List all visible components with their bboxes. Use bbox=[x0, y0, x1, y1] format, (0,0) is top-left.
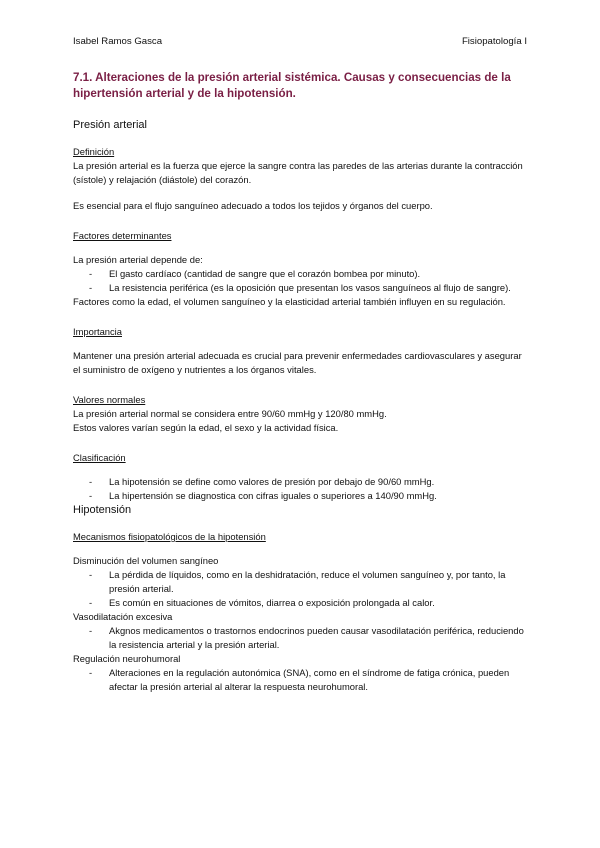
heading-clasificacion: Clasificación bbox=[73, 452, 126, 463]
list-item: - La pérdida de líquidos, como en la deshidratación, reduce el volumen sanguíneo y, por tanto, la presión arterial. bbox=[73, 568, 528, 596]
factores-paragraph: Factores como la edad, el volumen sanguíneo y la elasticidad arterial también influyen en su regulación. bbox=[73, 296, 506, 307]
document-body bbox=[73, 70, 528, 694]
list-item: - Alteraciones en la regulación autonómica (SNA), como en el síndrome de fatiga crónica, pueden afectar la presión arterial al alterar la respuesta neurohumoral. bbox=[73, 666, 528, 694]
list-item: - Es común en situaciones de vómitos, diarrea o exposición prolongada al calor. bbox=[73, 596, 528, 610]
heading-presion-arterial: Presión arterial bbox=[73, 119, 147, 131]
section-title: 7.1. Alteraciones de la presión arterial sistémica. Causas y consecuencias de la hipertensión arterial y de la hipotensión. bbox=[73, 71, 511, 100]
list-item: - La resistencia periférica (es la oposición que presentan los vasos sanguíneos al flujo de sangre). bbox=[73, 281, 528, 295]
header-author: Isabel Ramos Gasca bbox=[73, 36, 163, 47]
heading-mecanismos: Mecanismos fisiopatológicos de la hipotensión bbox=[73, 531, 266, 542]
definicion-paragraph-1: La presión arterial es la fuerza que ejerce la sangre contra las paredes de las arterias durante la contracción (sístole) y relajación (diástole) del corazón. bbox=[73, 160, 523, 185]
list-item: - La hipertensión se diagnostica con cifras iguales o superiores a 140/90 mmHg. bbox=[73, 489, 528, 503]
importancia-paragraph: Mantener una presión arterial adecuada es crucial para prevenir enfermedades cardiovasculares y asegurar el suministro de oxígeno y nutrientes a los órganos vitales. bbox=[73, 350, 522, 375]
heading-factores: Factores determinantes bbox=[73, 230, 172, 241]
list-item: - El gasto cardíaco (cantidad de sangre que el corazón bombea por minuto). bbox=[73, 267, 528, 281]
heading-hipotension: Hipotensión bbox=[73, 504, 132, 516]
subheading-neurohumoral: Regulación neurohumoral bbox=[73, 653, 181, 664]
list-item: - La hipotensión se define como valores de presión por debajo de 90/60 mmHg. bbox=[73, 475, 528, 489]
clasificacion-list bbox=[73, 475, 528, 503]
heading-definicion: Definición bbox=[73, 146, 115, 157]
list-item: - Akgnos medicamentos o trastornos endocrinos pueden causar vasodilatación periférica, reduciendo la resistencia arterial y la presión arterial. bbox=[73, 624, 528, 652]
volumen-list bbox=[73, 568, 528, 610]
header-course: Fisiopatología I bbox=[461, 36, 527, 47]
definicion-paragraph-2: Es esencial para el flujo sanguíneo adecuado a todos los tejidos y órganos del cuerpo. bbox=[73, 200, 433, 211]
neurohumoral-list bbox=[73, 666, 528, 694]
factores-intro: La presión arterial depende de: bbox=[73, 254, 203, 265]
valores-paragraph-2: Estos valores varían según la edad, el sexo y la actividad física. bbox=[73, 422, 339, 433]
factores-list bbox=[73, 267, 528, 295]
subheading-volumen: Disminución del volumen sangíneo bbox=[73, 555, 219, 566]
valores-paragraph-1: La presión arterial normal se considera entre 90/60 mmHg y 120/80 mmHg. bbox=[73, 408, 387, 419]
heading-importancia: Importancia bbox=[73, 326, 122, 337]
heading-valores: Valores normales bbox=[73, 394, 146, 405]
subheading-vasodilatacion: Vasodilatación excesiva bbox=[73, 611, 173, 622]
vasodilatacion-list bbox=[73, 624, 528, 652]
